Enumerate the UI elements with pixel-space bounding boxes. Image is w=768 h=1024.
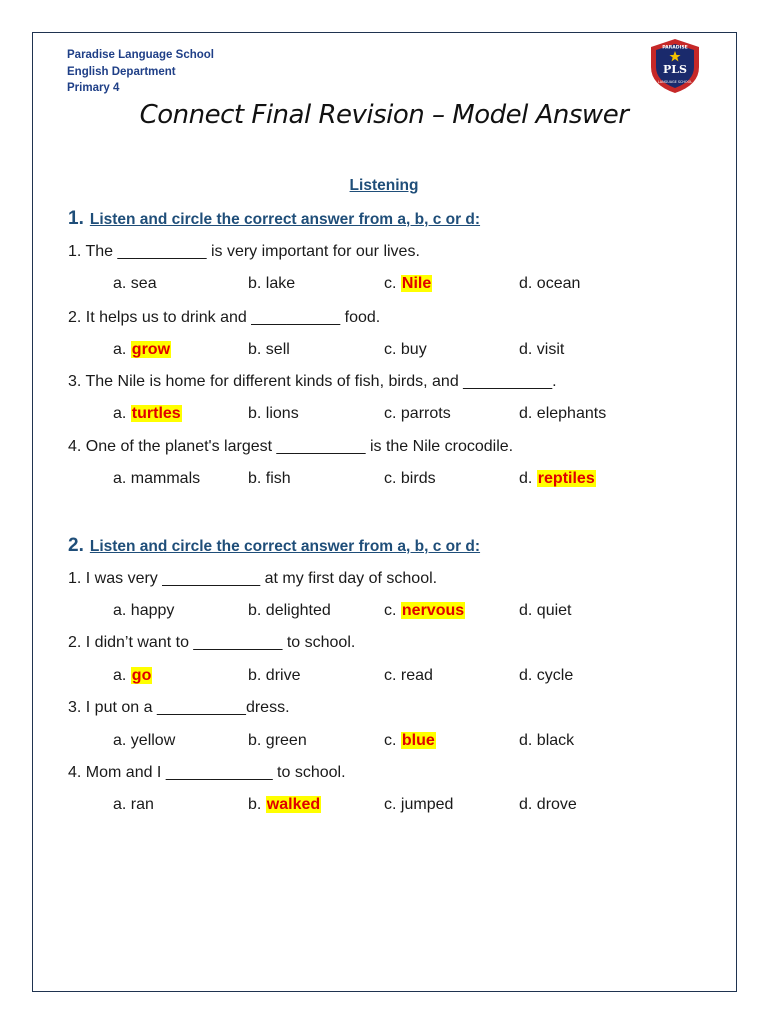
option-d: d. cycle xyxy=(519,667,574,684)
svg-text:LANGUAGE SCHOOL: LANGUAGE SCHOOL xyxy=(657,80,693,84)
option-b: b. sell xyxy=(248,341,290,358)
page-border xyxy=(32,32,737,992)
question-text: 1. The __________ is very important for our lives. xyxy=(68,243,420,260)
option-c-correct: c. Nile xyxy=(384,275,432,292)
option-d: d. ocean xyxy=(519,275,581,292)
correct-answer-highlight: turtles xyxy=(131,405,181,422)
school-logo-icon xyxy=(646,37,704,95)
correct-answer-highlight: walked xyxy=(266,796,321,813)
option-b-correct: b. walked xyxy=(248,796,321,813)
option-b: b. lions xyxy=(248,405,299,422)
option-d: d. elephants xyxy=(519,405,607,422)
option-c: c. read xyxy=(384,667,433,684)
exercise-instruction: Listen and circle the correct answer from a, b, c or d: xyxy=(89,538,481,555)
section-title: Listening xyxy=(349,177,419,194)
page-title: Connect Final Revision – Model Answer xyxy=(139,100,629,130)
correct-answer-highlight: go xyxy=(131,667,152,684)
question-text: 4. One of the planet's largest __________ is the Nile crocodile. xyxy=(68,438,514,455)
correct-answer-highlight: grow xyxy=(131,341,171,358)
school-name: Paradise Language School xyxy=(67,49,214,61)
grade-level: Primary 4 xyxy=(67,82,120,94)
exercise-2-heading xyxy=(68,535,480,557)
option-d: d. black xyxy=(519,732,575,749)
option-c: c. jumped xyxy=(384,796,454,813)
option-b: b. green xyxy=(248,732,307,749)
option-d-correct: d. reptiles xyxy=(519,470,595,487)
correct-answer-highlight: blue xyxy=(401,732,435,749)
question-text: 3. The Nile is home for different kinds of fish, birds, and __________. xyxy=(68,373,557,390)
option-a: a. happy xyxy=(113,602,175,619)
option-d: d. drove xyxy=(519,796,577,813)
option-a: a. ran xyxy=(113,796,154,813)
option-a-correct: a. turtles xyxy=(113,405,181,422)
option-b: b. delighted xyxy=(248,602,331,619)
option-c: c. parrots xyxy=(384,405,451,422)
option-a: a. yellow xyxy=(113,732,176,749)
option-b: b. lake xyxy=(248,275,296,292)
option-c-correct: c. blue xyxy=(384,732,435,749)
option-a: a. sea xyxy=(113,275,157,292)
exercise-number: 2. xyxy=(68,535,84,556)
question-text: 1. I was very ___________ at my first day of school. xyxy=(68,570,438,587)
correct-answer-highlight: reptiles xyxy=(537,470,595,487)
option-b: b. drive xyxy=(248,667,301,684)
option-b: b. fish xyxy=(248,470,291,487)
exercise-instruction: Listen and circle the correct answer from a, b, c or d: xyxy=(89,211,481,228)
school-info xyxy=(67,47,214,97)
svg-text:PLS: PLS xyxy=(663,63,687,76)
question-text: 3. I put on a __________dress. xyxy=(68,699,290,716)
exercise-1-heading xyxy=(68,208,480,230)
question-text: 2. I didn’t want to __________ to school. xyxy=(68,634,356,651)
option-c: c. buy xyxy=(384,341,427,358)
option-a: a. mammals xyxy=(113,470,201,487)
option-c: c. birds xyxy=(384,470,436,487)
option-a-correct: a. grow xyxy=(113,341,171,358)
option-a-correct: a. go xyxy=(113,667,152,684)
question-text: 4. Mom and I ____________ to school. xyxy=(68,764,346,781)
department-name: English Department xyxy=(67,65,176,78)
option-c-correct: c. nervous xyxy=(384,602,465,619)
option-d: d. quiet xyxy=(519,602,572,619)
question-text: 2. It helps us to drink and __________ food. xyxy=(68,309,381,326)
exercise-number: 1. xyxy=(68,208,84,229)
svg-text:PARADISE: PARADISE xyxy=(662,45,688,51)
correct-answer-highlight: Nile xyxy=(401,275,432,292)
correct-answer-highlight: nervous xyxy=(401,602,465,619)
option-d: d. visit xyxy=(519,341,565,358)
